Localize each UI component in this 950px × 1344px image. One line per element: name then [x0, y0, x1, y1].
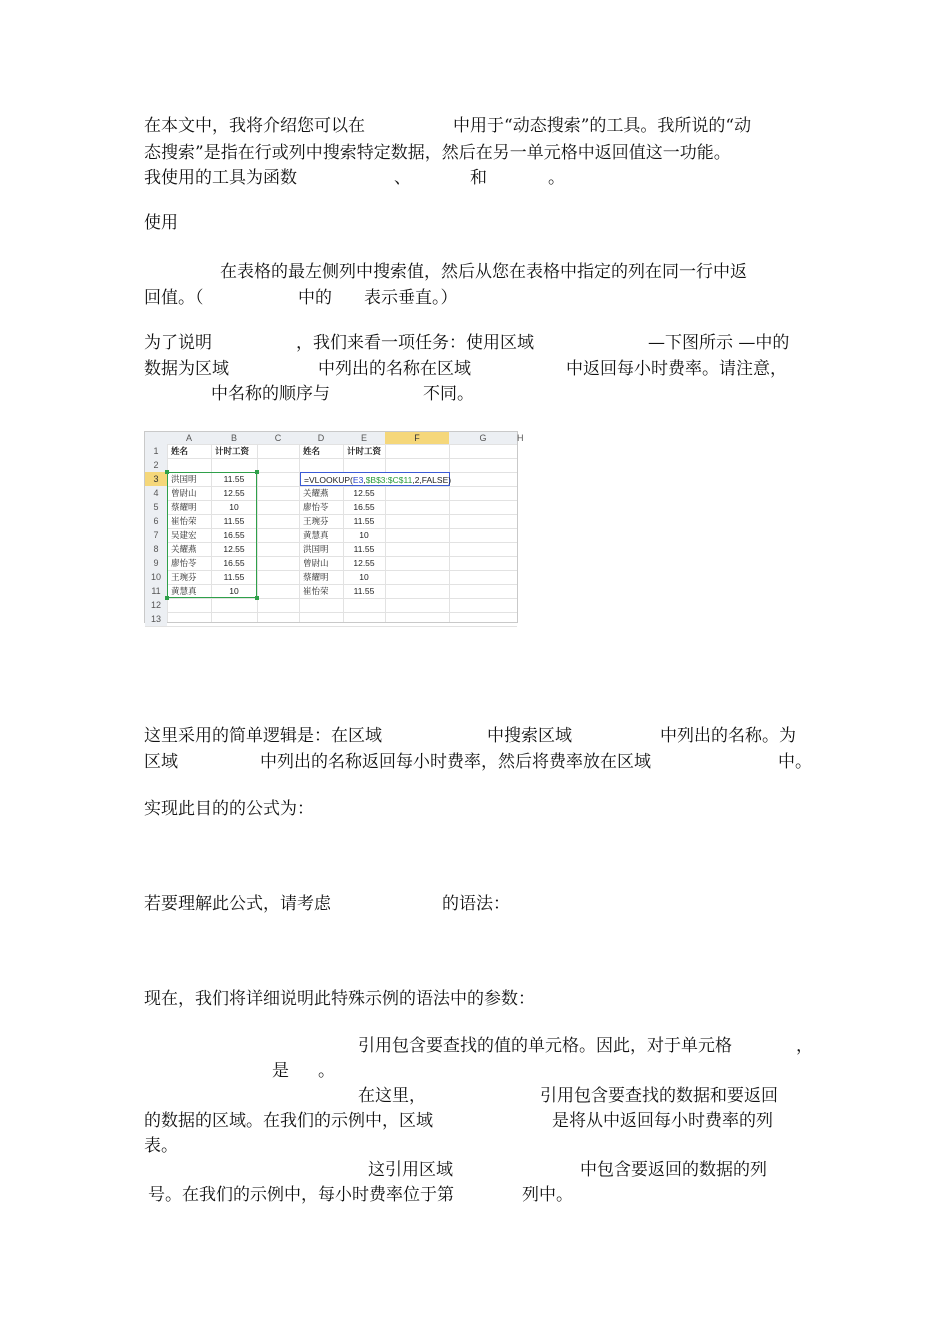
wage-cell: 12.55: [353, 488, 375, 498]
column-header: E: [343, 432, 385, 444]
name-cell: 吴建宏: [171, 530, 197, 540]
wage-cell: 10: [359, 572, 369, 582]
grid-line: [145, 458, 517, 459]
grid-line: [145, 626, 517, 627]
grid-line: [385, 432, 386, 622]
text-line: [0, 1082, 950, 1110]
text-line: [0, 209, 950, 237]
text-segment: 我使用的工具为函数: [144, 168, 297, 188]
text-line: [0, 722, 950, 750]
name-cell: 崔怡荣: [303, 586, 329, 596]
name-cell: 廖怡苓: [171, 558, 197, 568]
text-segment: 中搜索区域: [487, 726, 572, 746]
text-segment: —下图所示 —中的: [648, 333, 790, 353]
name-cell: 黄慧真: [171, 586, 197, 596]
column-header: A: [167, 432, 211, 444]
wage-cell: 10: [229, 502, 239, 512]
row-header: 3: [145, 472, 167, 486]
name-cell: 关耀燕: [303, 488, 329, 498]
wage-cell: 11.55: [353, 586, 375, 596]
wage-cell: 16.55: [223, 530, 245, 540]
text-segment: 使用: [144, 213, 178, 233]
row-header: 5: [145, 500, 167, 514]
name-cell: 王琬芬: [171, 572, 197, 582]
text-line: [0, 258, 950, 286]
text-segment: 在这里，: [358, 1086, 426, 1106]
text-segment: 号。在我们的示例中，每小时费率位于第: [148, 1185, 454, 1205]
text-segment: 中列出的名称。为: [660, 726, 796, 746]
text-line: [0, 139, 950, 167]
range-highlight: [167, 472, 257, 598]
text-segment: 中。: [778, 752, 812, 772]
name-cell: 洪国明: [171, 474, 197, 484]
wage-cell: 11.55: [353, 516, 375, 526]
text-segment: 、: [394, 168, 411, 188]
text-segment: 中返回每小时费率。请注意，: [566, 359, 787, 379]
text-segment: 是将从中返回每小时费率的列: [552, 1111, 773, 1131]
text-segment: 数据为区域: [144, 359, 229, 379]
text-segment: 中用于“动态搜索”的工具。我所说的“动: [453, 116, 752, 136]
text-segment: 中列出的名称返回每小时费率，然后将费率放在区域: [260, 752, 651, 772]
row-header: 10: [145, 570, 167, 584]
text-segment: 的语法：: [442, 894, 510, 914]
text-line: [0, 1057, 950, 1085]
range-handle: [165, 596, 169, 600]
name-cell: 蔡耀明: [303, 572, 329, 582]
text-segment: 引用包含要查找的值的单元格。因此，对于单元格: [358, 1036, 732, 1056]
text-segment: 区域: [144, 752, 178, 772]
text-segment: 。: [318, 1061, 335, 1081]
text-segment: 引用包含要查找的数据和要返回: [540, 1086, 778, 1106]
corner-cell: [145, 432, 167, 444]
wage-cell: 12.55: [223, 488, 245, 498]
row-header: 2: [145, 458, 167, 472]
wage-cell: 16.55: [353, 502, 375, 512]
text-segment: 是: [272, 1061, 289, 1081]
text-segment: 若要理解此公式，请考虑: [144, 894, 331, 914]
column-header: B: [211, 432, 257, 444]
name-cell: 蔡耀明: [171, 502, 197, 512]
formula-part: ,2,FALSE): [412, 475, 452, 485]
grid-line: [145, 598, 517, 599]
row-header: 7: [145, 528, 167, 542]
column-header: C: [257, 432, 299, 444]
row-header: 12: [145, 598, 167, 612]
text-line: [0, 1181, 950, 1209]
text-segment: 中的: [298, 288, 332, 308]
text-line: [0, 380, 950, 408]
name-cell: 关耀燕: [171, 544, 197, 554]
header-cell: 计时工资: [215, 446, 250, 456]
text-line: [0, 284, 950, 312]
text-segment: 在表格的最左侧列中搜索值，然后从您在表格中指定的列在同一行中返: [220, 262, 747, 282]
row-header: 4: [145, 486, 167, 500]
text-segment: 不同。: [423, 384, 474, 404]
text-line: [0, 1156, 950, 1184]
formula-part: E3: [352, 475, 364, 485]
spreadsheet-figure: A B C D E F G H 1 2 3 4 5 6 7 8 9 10 11 12 13 姓名 计时工资 姓名 计时工资 洪国明 11.55 曾尉山 12.55 蔡耀明 10 崔怡荣 11.55 吴建宏 16.55 关耀燕 12.55 廖怡苓 16.55 王琬芬 11.55 黄慧真 10 关耀燕 12.55 廖怡苓 16.55 王琬芬 11.55 黄慧真 10 洪国明 11.55 曾尉山 12.55 蔡耀明 10 崔怡荣 11.55 =VLOOKUP(E3,$B$3:$C$11,2,FALSE): [144, 431, 518, 623]
range-handle: [255, 470, 259, 474]
text-segment: 中包含要返回的数据的列: [580, 1160, 767, 1180]
grid-line: [145, 612, 517, 613]
name-cell: 黄慧真: [303, 530, 329, 540]
name-cell: 曾尉山: [303, 558, 329, 568]
text-segment: 回值。（: [144, 288, 204, 308]
range-handle: [255, 596, 259, 600]
range-handle: [165, 470, 169, 474]
text-segment: 中列出的名称在区域: [318, 359, 471, 379]
row-header: 1: [145, 444, 167, 458]
text-segment: 。: [548, 168, 565, 188]
text-line: [0, 112, 950, 140]
text-line: [0, 329, 950, 357]
formula-part: =VLOOKUP(: [304, 475, 353, 485]
text-segment: 在本文中，我将介绍您可以在: [144, 116, 365, 136]
text-segment: ，我们来看一项任务：使用区域: [296, 333, 534, 353]
wage-cell: 11.55: [223, 572, 245, 582]
text-segment: 现在，我们将详细说明此特殊示例的语法中的参数：: [144, 989, 535, 1009]
formula-part: $B$3:$C$11: [365, 475, 413, 485]
text-segment: 这引用区域: [368, 1160, 453, 1180]
text-segment: 的数据的区域。在我们的示例中，区域: [144, 1111, 433, 1131]
text-segment: 为了说明: [144, 333, 212, 353]
text-segment: 中名称的顺序与: [211, 384, 330, 404]
header-cell: 姓名: [171, 446, 189, 456]
text-segment: ，: [796, 1036, 813, 1056]
wage-cell: 10: [359, 530, 369, 540]
text-segment: 和: [470, 168, 487, 188]
row-header: 13: [145, 612, 167, 626]
formula-part: ,: [363, 475, 366, 485]
wage-cell: 12.55: [353, 558, 375, 568]
text-segment: 实现此目的的公式为：: [144, 799, 314, 819]
text-line: [0, 985, 950, 1013]
name-cell: 曾尉山: [171, 488, 197, 498]
formula-cell[interactable]: [300, 472, 450, 486]
text-line: [0, 355, 950, 383]
text-line: [0, 795, 950, 823]
text-segment: 这里采用的简单逻辑是：在区域: [144, 726, 382, 746]
text-line: [0, 1107, 950, 1135]
wage-cell: 10: [229, 586, 239, 596]
header-cell: 姓名: [303, 446, 321, 456]
text-line: [0, 1032, 950, 1060]
name-cell: 王琬芬: [303, 516, 329, 526]
name-cell: 洪国明: [303, 544, 329, 554]
wage-cell: 11.55: [353, 544, 375, 554]
column-header: D: [299, 432, 343, 444]
text-segment: 表。: [144, 1136, 178, 1156]
text-line: [0, 748, 950, 776]
wage-cell: 11.55: [223, 474, 245, 484]
grid-line: [449, 432, 450, 622]
text-segment: 态搜索”是指在行或列中搜索特定数据，然后在另一单元格中返回值这一功能。: [144, 143, 731, 163]
column-header: F: [385, 432, 449, 444]
text-segment: 列中。: [522, 1185, 573, 1205]
header-cell: 计时工资: [347, 446, 382, 456]
row-header: 9: [145, 556, 167, 570]
text-line: [0, 890, 950, 918]
wage-cell: 12.55: [223, 544, 245, 554]
name-cell: 廖怡苓: [303, 502, 329, 512]
row-header: 8: [145, 542, 167, 556]
text-segment: 表示垂直。）: [364, 288, 458, 308]
row-header: 11: [145, 584, 167, 598]
text-line: [0, 164, 950, 192]
row-header: 6: [145, 514, 167, 528]
name-cell: 崔怡荣: [171, 516, 197, 526]
column-header: G: [449, 432, 517, 444]
wage-cell: 11.55: [223, 516, 245, 526]
wage-cell: 16.55: [223, 558, 245, 568]
grid-line: [257, 432, 258, 622]
grid-line: [299, 432, 300, 622]
